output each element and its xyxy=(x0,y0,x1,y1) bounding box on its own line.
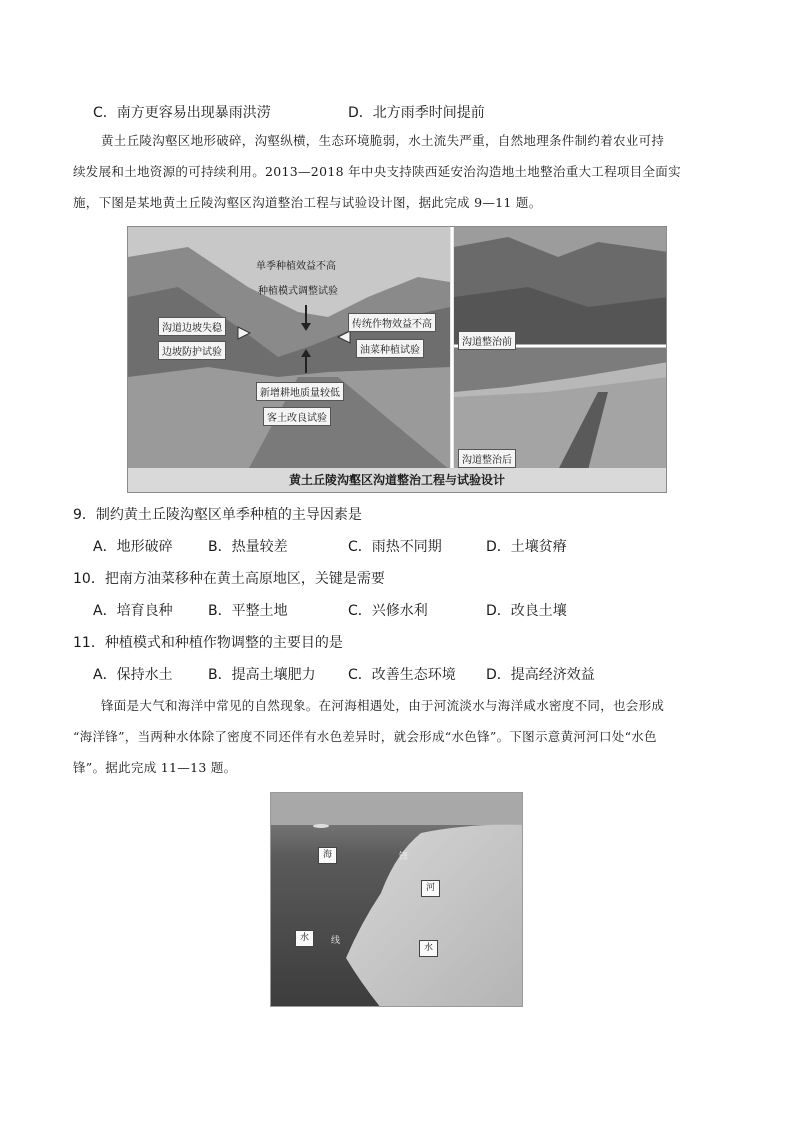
q11-stem: 11．种植模式和种植作物调整的主要目的是 xyxy=(73,635,343,651)
passage-loess-line3: 施，下图是某地黄土丘陵沟壑区沟道整治工程与试验设计图，据此完成 9—11 题。 xyxy=(73,195,542,210)
label-slope-protection: 边坡防护试验 xyxy=(158,341,226,360)
label-shui-right: 水 xyxy=(419,940,438,957)
q11-option-a: A．保持水土 xyxy=(93,667,173,683)
label-planting-mode-test: 种植模式调整试验 xyxy=(258,286,338,297)
label-slope-instability: 沟道边坡失稳 xyxy=(158,317,226,336)
figure1-caption: 黄土丘陵沟壑区沟道整治工程与试验设计 xyxy=(128,468,666,492)
q9-option-d: D．土壤贫瘠 xyxy=(486,539,567,555)
q11-option-b: B．提高土壤肥力 xyxy=(208,667,316,683)
label-he: 河 xyxy=(421,880,440,897)
passage-front xyxy=(73,690,723,783)
label-feng: 锋 xyxy=(399,852,409,862)
label-hai: 海 xyxy=(318,847,337,864)
gully-remediation-figure xyxy=(127,226,667,493)
q10-option-a: A．培育良种 xyxy=(93,603,173,619)
option-c-prev: C．南方更容易出现暴雨洪涝 xyxy=(93,105,271,121)
label-rapeseed-test: 油菜种植试验 xyxy=(356,339,424,358)
label-shui-left: 水 xyxy=(295,930,314,947)
q9-option-b: B．热量较差 xyxy=(208,539,288,555)
label-xian: 线 xyxy=(331,936,341,946)
passage-front-line1: 锋面是大气和海洋中常见的自然现象。在河海相遇处，由于河流淡水与海洋咸水密度不同，也会形成 xyxy=(101,698,665,713)
option-d-prev: D．北方雨季时间提前 xyxy=(348,105,485,121)
label-soil-improvement: 客土改良试验 xyxy=(263,407,331,426)
label-traditional-crops: 传统作物效益不高 xyxy=(348,313,436,332)
label-before-remediation: 沟道整治前 xyxy=(458,331,516,350)
label-after-remediation: 沟道整治后 xyxy=(458,449,516,468)
passage-front-line3: 锋”。据此完成 11—13 题。 xyxy=(73,760,237,775)
q10-option-d: D．改良土壤 xyxy=(486,603,567,619)
gully-photo-graphic xyxy=(128,227,667,493)
q10-option-b: B．平整土地 xyxy=(208,603,288,619)
water-color-front-photo xyxy=(270,792,523,1007)
estuary-photo-graphic xyxy=(271,793,523,1007)
label-new-farmland: 新增耕地质量较低 xyxy=(256,382,344,401)
q11-option-c: C．改善生态环境 xyxy=(348,667,456,683)
passage-front-line2: “海洋锋”，当两种水体除了密度不同还伴有水色差异时，就会形成“水色锋”。下图示意黄河河口处“水色 xyxy=(73,729,657,744)
q11-option-d: D．提高经济效益 xyxy=(486,667,595,683)
q9-option-c: C．雨热不同期 xyxy=(348,539,442,555)
passage-loess-line1: 黄土丘陵沟壑区地形破碎，沟壑纵横，生态环境脆弱，水土流失严重，自然地理条件制约着农业可持 xyxy=(101,133,665,148)
q9-stem: 9．制约黄土丘陵沟壑区单季种植的主导因素是 xyxy=(73,507,362,523)
passage-loess xyxy=(73,125,723,218)
q9-option-a: A．地形破碎 xyxy=(93,539,173,555)
q10-option-c: C．兴修水利 xyxy=(348,603,428,619)
q10-stem: 10．把南方油菜移种在黄土高原地区，关键是需要 xyxy=(73,571,385,587)
passage-loess-line2: 续发展和土地资源的可持续利用。2013—2018 年中央支持陕西延安治沟造地土地整治重大工程项目全面实 xyxy=(73,164,681,179)
label-single-season: 单季种植效益不高 xyxy=(256,261,336,272)
